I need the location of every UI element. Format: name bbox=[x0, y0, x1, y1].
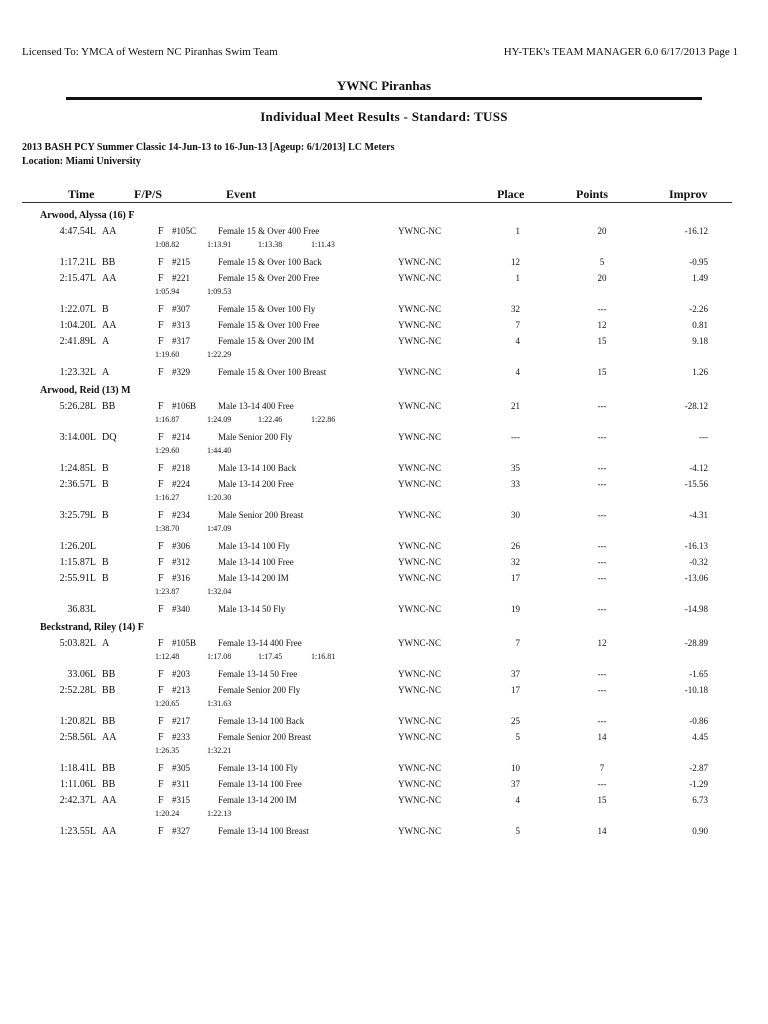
event-name: Male 13-14 100 Fly bbox=[218, 541, 290, 551]
team-code: YWNC-NC bbox=[398, 557, 441, 567]
event-number: #305 bbox=[172, 763, 190, 773]
result-fps: F bbox=[158, 401, 164, 412]
result-place: --- bbox=[511, 432, 520, 442]
result-place: 19 bbox=[511, 604, 520, 614]
event-number: #306 bbox=[172, 541, 190, 551]
time-standard: AA bbox=[102, 320, 117, 331]
column-header-event: Event bbox=[226, 187, 256, 201]
team-code: YWNC-NC bbox=[398, 541, 441, 551]
result-place: 32 bbox=[511, 557, 520, 567]
split-time: 1:26.35 bbox=[155, 746, 180, 755]
result-fps: F bbox=[158, 779, 164, 790]
result-time: 1:24.85L bbox=[59, 463, 96, 474]
split-time: 1:24.09 bbox=[207, 415, 232, 424]
result-place: 10 bbox=[511, 763, 520, 773]
event-number: #329 bbox=[172, 367, 190, 377]
split-time: 1:23.87 bbox=[155, 587, 180, 596]
team-code: YWNC-NC bbox=[398, 273, 441, 283]
result-improv: -28.12 bbox=[684, 401, 708, 411]
split-time: 1:20.30 bbox=[207, 493, 232, 502]
time-standard: BB bbox=[102, 716, 116, 727]
split-time: 1:08.82 bbox=[155, 240, 180, 249]
result-fps: F bbox=[158, 432, 164, 443]
result-points: --- bbox=[597, 541, 607, 551]
event-number: #340 bbox=[172, 604, 190, 614]
split-time: 1:20.65 bbox=[155, 699, 180, 708]
time-standard: B bbox=[102, 463, 109, 474]
split-time: 1:09.53 bbox=[207, 287, 232, 296]
result-fps: F bbox=[158, 638, 164, 649]
result-improv: 9.18 bbox=[692, 336, 708, 346]
split-time: 1:05.94 bbox=[155, 287, 180, 296]
result-place: 35 bbox=[511, 463, 520, 473]
split-time: 1:32.04 bbox=[207, 587, 232, 596]
result-improv: -15.56 bbox=[684, 479, 708, 489]
result-points: 14 bbox=[597, 732, 607, 742]
time-standard: A bbox=[102, 638, 110, 649]
event-name: Female 15 & Over 400 Free bbox=[218, 226, 320, 236]
event-number: #105B bbox=[172, 638, 197, 648]
team-code: YWNC-NC bbox=[398, 716, 441, 726]
result-place: 5 bbox=[515, 732, 520, 742]
split-time: 1:44.40 bbox=[207, 446, 232, 455]
split-time: 1:17.08 bbox=[207, 652, 232, 661]
time-standard: B bbox=[102, 557, 109, 568]
report-title: Individual Meet Results - Standard: TUSS bbox=[260, 109, 508, 124]
result-place: 21 bbox=[511, 401, 520, 411]
event-name: Female 13-14 400 Free bbox=[218, 638, 302, 648]
event-number: #221 bbox=[172, 273, 190, 283]
result-improv: -0.95 bbox=[689, 257, 708, 267]
result-time: 3:25.79L bbox=[59, 510, 96, 521]
split-time: 1:22.46 bbox=[258, 415, 283, 424]
result-improv: -1.65 bbox=[689, 669, 708, 679]
result-points: --- bbox=[597, 779, 607, 789]
result-points: 15 bbox=[597, 795, 607, 805]
result-fps: F bbox=[158, 320, 164, 331]
result-time: 3:14.00L bbox=[59, 432, 96, 443]
result-points: --- bbox=[597, 573, 607, 583]
time-standard: BB bbox=[102, 401, 116, 412]
event-number: #218 bbox=[172, 463, 190, 473]
result-fps: F bbox=[158, 226, 164, 237]
result-points: 12 bbox=[597, 320, 607, 330]
result-fps: F bbox=[158, 732, 164, 743]
split-time: 1:31.63 bbox=[207, 699, 232, 708]
result-time: 1:26.20L bbox=[59, 541, 96, 552]
result-fps: F bbox=[158, 826, 164, 837]
event-name: Female 13-14 100 Breast bbox=[218, 826, 309, 836]
result-improv: -1.29 bbox=[689, 779, 708, 789]
event-number: #313 bbox=[172, 320, 190, 330]
result-fps: F bbox=[158, 273, 164, 284]
time-standard: B bbox=[102, 573, 109, 584]
result-points: --- bbox=[597, 463, 607, 473]
result-improv: 0.81 bbox=[692, 320, 708, 330]
result-improv: -0.32 bbox=[689, 557, 708, 567]
team-code: YWNC-NC bbox=[398, 669, 441, 679]
team-code: YWNC-NC bbox=[398, 685, 441, 695]
result-time: 1:18.41L bbox=[59, 763, 96, 774]
result-improv: -13.06 bbox=[684, 573, 708, 583]
result-improv: --- bbox=[699, 432, 708, 442]
swimmer-name: Arwood, Alyssa (16) F bbox=[40, 210, 135, 221]
result-fps: F bbox=[158, 795, 164, 806]
event-name: Female 13-14 50 Free bbox=[218, 669, 298, 679]
split-time: 1:29.60 bbox=[155, 446, 180, 455]
split-time: 1:16.81 bbox=[311, 652, 336, 661]
event-number: #217 bbox=[172, 716, 190, 726]
result-points: --- bbox=[597, 510, 607, 520]
result-place: 4 bbox=[515, 367, 520, 377]
result-place: 37 bbox=[511, 669, 520, 679]
result-improv: -16.12 bbox=[684, 226, 708, 236]
result-points: --- bbox=[597, 604, 607, 614]
event-name: Female 13-14 100 Fly bbox=[218, 763, 298, 773]
team-code: YWNC-NC bbox=[398, 226, 441, 236]
event-name: Female 15 & Over 100 Fly bbox=[218, 304, 316, 314]
result-place: 7 bbox=[515, 638, 520, 648]
result-points: 20 bbox=[597, 273, 607, 283]
result-place: 1 bbox=[515, 226, 520, 236]
event-number: #312 bbox=[172, 557, 190, 567]
result-fps: F bbox=[158, 336, 164, 347]
result-fps: F bbox=[158, 763, 164, 774]
result-fps: F bbox=[158, 669, 164, 680]
result-points: --- bbox=[597, 432, 607, 442]
result-time: 2:36.57L bbox=[59, 479, 96, 490]
column-header-points: Points bbox=[576, 187, 609, 201]
event-name: Female Senior 200 Breast bbox=[218, 732, 312, 742]
time-standard: DQ bbox=[102, 432, 117, 443]
team-code: YWNC-NC bbox=[398, 826, 441, 836]
result-improv: -2.87 bbox=[689, 763, 708, 773]
result-time: 2:52.28L bbox=[59, 685, 96, 696]
event-name: Male 13-14 100 Free bbox=[218, 557, 294, 567]
team-code: YWNC-NC bbox=[398, 320, 441, 330]
split-time: 1:11.43 bbox=[311, 240, 335, 249]
result-improv: 6.73 bbox=[692, 795, 708, 805]
event-number: #234 bbox=[172, 510, 190, 520]
event-name: Male 13-14 100 Back bbox=[218, 463, 297, 473]
result-time: 5:03.82L bbox=[59, 638, 96, 649]
team-code: YWNC-NC bbox=[398, 510, 441, 520]
result-place: 26 bbox=[511, 541, 520, 551]
event-name: Female 13-14 100 Free bbox=[218, 779, 302, 789]
result-points: --- bbox=[597, 669, 607, 679]
result-time: 36.83L bbox=[67, 604, 96, 615]
result-fps: F bbox=[158, 510, 164, 521]
split-time: 1:22.13 bbox=[207, 809, 232, 818]
event-name: Female 15 & Over 100 Breast bbox=[218, 367, 327, 377]
result-time: 1:22.07L bbox=[59, 304, 96, 315]
split-time: 1:32.21 bbox=[207, 746, 232, 755]
time-standard: A bbox=[102, 336, 110, 347]
event-name: Female 15 & Over 200 Free bbox=[218, 273, 320, 283]
result-place: 12 bbox=[511, 257, 520, 267]
result-points: 7 bbox=[599, 763, 605, 773]
result-fps: F bbox=[158, 573, 164, 584]
result-place: 37 bbox=[511, 779, 520, 789]
split-time: 1:13.91 bbox=[207, 240, 232, 249]
result-fps: F bbox=[158, 257, 164, 268]
result-time: 1:23.32L bbox=[59, 367, 96, 378]
column-header-time: Time bbox=[68, 187, 95, 201]
column-header-place: Place bbox=[497, 187, 525, 201]
result-time: 1:20.82L bbox=[59, 716, 96, 727]
result-time: 1:17.21L bbox=[59, 257, 96, 268]
result-place: 5 bbox=[515, 826, 520, 836]
result-points: --- bbox=[597, 716, 607, 726]
result-place: 4 bbox=[515, 336, 520, 346]
time-standard: AA bbox=[102, 732, 117, 743]
split-time: 1:12.48 bbox=[155, 652, 180, 661]
result-improv: -28.89 bbox=[684, 638, 708, 648]
result-points: --- bbox=[597, 401, 607, 411]
time-standard: BB bbox=[102, 669, 116, 680]
time-standard: BB bbox=[102, 685, 116, 696]
event-number: #214 bbox=[172, 432, 190, 442]
column-header-fps: F/P/S bbox=[134, 187, 163, 201]
result-fps: F bbox=[158, 604, 164, 615]
event-name: Male 13-14 200 IM bbox=[218, 573, 289, 583]
result-time: 4:47.54L bbox=[59, 226, 96, 237]
time-standard: B bbox=[102, 479, 109, 490]
time-standard: BB bbox=[102, 763, 116, 774]
event-number: #311 bbox=[172, 779, 190, 789]
result-improv: -2.26 bbox=[689, 304, 708, 314]
team-code: YWNC-NC bbox=[398, 638, 441, 648]
split-time: 1:38.70 bbox=[155, 524, 180, 533]
team-code: YWNC-NC bbox=[398, 795, 441, 805]
split-time: 1:20.24 bbox=[155, 809, 180, 818]
team-code: YWNC-NC bbox=[398, 763, 441, 773]
result-improv: -4.12 bbox=[689, 463, 708, 473]
event-number: #316 bbox=[172, 573, 190, 583]
result-fps: F bbox=[158, 716, 164, 727]
swimmer-name: Beckstrand, Riley (14) F bbox=[40, 622, 144, 633]
team-code: YWNC-NC bbox=[398, 432, 441, 442]
result-time: 2:58.56L bbox=[59, 732, 96, 743]
result-improv: 1.49 bbox=[692, 273, 708, 283]
result-time: 2:55.91L bbox=[59, 573, 96, 584]
event-name: Male 13-14 50 Fly bbox=[218, 604, 286, 614]
result-place: 7 bbox=[515, 320, 520, 330]
event-name: Female 15 & Over 100 Back bbox=[218, 257, 322, 267]
result-points: 14 bbox=[597, 826, 607, 836]
license-text: Licensed To: YMCA of Western NC Piranhas Swim Team bbox=[22, 46, 278, 58]
result-points: 20 bbox=[597, 226, 607, 236]
result-points: 15 bbox=[597, 367, 607, 377]
split-time: 1:13.38 bbox=[258, 240, 283, 249]
result-improv: -14.98 bbox=[684, 604, 708, 614]
result-time: 1:23.55L bbox=[59, 826, 96, 837]
event-name: Male 13-14 400 Free bbox=[218, 401, 294, 411]
meet-info: 2013 BASH PCY Summer Classic 14-Jun-13 to 16-Jun-13 [Ageup: 6/1/2013] LC Meters bbox=[22, 142, 395, 153]
result-place: 4 bbox=[515, 795, 520, 805]
result-improv: -0.86 bbox=[689, 716, 708, 726]
result-fps: F bbox=[158, 479, 164, 490]
result-place: 1 bbox=[515, 273, 520, 283]
split-time: 1:17.45 bbox=[258, 652, 283, 661]
event-number: #233 bbox=[172, 732, 190, 742]
time-standard: BB bbox=[102, 257, 116, 268]
event-name: Female Senior 200 Fly bbox=[218, 685, 301, 695]
time-standard: AA bbox=[102, 826, 117, 837]
split-time: 1:22.29 bbox=[207, 350, 232, 359]
team-code: YWNC-NC bbox=[398, 573, 441, 583]
software-page-info: HY-TEK's TEAM MANAGER 6.0 6/17/2013 Page 1 bbox=[503, 46, 738, 58]
time-standard: B bbox=[102, 304, 109, 315]
result-improv: 0.90 bbox=[692, 826, 708, 836]
result-place: 30 bbox=[511, 510, 520, 520]
team-code: YWNC-NC bbox=[398, 779, 441, 789]
event-number: #315 bbox=[172, 795, 190, 805]
result-time: 5:26.28L bbox=[59, 401, 96, 412]
result-time: 2:41.89L bbox=[59, 336, 96, 347]
time-standard: AA bbox=[102, 273, 117, 284]
result-place: 25 bbox=[511, 716, 520, 726]
result-fps: F bbox=[158, 557, 164, 568]
team-code: YWNC-NC bbox=[398, 304, 441, 314]
team-code: YWNC-NC bbox=[398, 257, 441, 267]
result-time: 2:42.37L bbox=[59, 795, 96, 806]
split-time: 1:47.09 bbox=[207, 524, 232, 533]
result-time: 33.06L bbox=[67, 669, 96, 680]
team-code: YWNC-NC bbox=[398, 463, 441, 473]
result-time: 2:15.47L bbox=[59, 273, 96, 284]
event-number: #224 bbox=[172, 479, 190, 489]
result-improv: 1.26 bbox=[692, 367, 708, 377]
result-time: 1:15.87L bbox=[59, 557, 96, 568]
split-time: 1:16.27 bbox=[155, 493, 180, 502]
time-standard: A bbox=[102, 367, 110, 378]
team-code: YWNC-NC bbox=[398, 367, 441, 377]
result-time: 1:04.20L bbox=[59, 320, 96, 331]
event-name: Female 13-14 200 IM bbox=[218, 795, 297, 805]
event-number: #105C bbox=[172, 226, 197, 236]
time-standard: B bbox=[102, 510, 109, 521]
team-code: YWNC-NC bbox=[398, 401, 441, 411]
result-fps: F bbox=[158, 541, 164, 552]
result-points: --- bbox=[597, 685, 607, 695]
event-number: #215 bbox=[172, 257, 190, 267]
team-code: YWNC-NC bbox=[398, 732, 441, 742]
event-number: #317 bbox=[172, 336, 190, 346]
result-improv: -4.31 bbox=[689, 510, 708, 520]
meet-location: Location: Miami University bbox=[22, 156, 141, 167]
time-standard: BB bbox=[102, 779, 116, 790]
split-time: 1:19.60 bbox=[155, 350, 180, 359]
result-improv: -10.18 bbox=[684, 685, 708, 695]
event-name: Female 13-14 100 Back bbox=[218, 716, 305, 726]
result-place: 33 bbox=[511, 479, 520, 489]
column-header-improv: Improv bbox=[669, 187, 708, 201]
result-points: --- bbox=[597, 304, 607, 314]
result-fps: F bbox=[158, 304, 164, 315]
event-number: #203 bbox=[172, 669, 190, 679]
event-name: Female 15 & Over 100 Free bbox=[218, 320, 320, 330]
event-number: #106B bbox=[172, 401, 197, 411]
result-time: 1:11.06L bbox=[59, 779, 96, 790]
event-name: Female 15 & Over 200 IM bbox=[218, 336, 315, 346]
result-improv: 4.45 bbox=[692, 732, 708, 742]
time-standard: AA bbox=[102, 226, 117, 237]
result-fps: F bbox=[158, 367, 164, 378]
time-standard: AA bbox=[102, 795, 117, 806]
result-points: 5 bbox=[599, 257, 605, 267]
result-points: --- bbox=[597, 557, 607, 567]
result-place: 17 bbox=[511, 573, 520, 583]
result-points: 12 bbox=[597, 638, 607, 648]
event-name: Male 13-14 200 Free bbox=[218, 479, 294, 489]
split-time: 1:16.87 bbox=[155, 415, 180, 424]
team-code: YWNC-NC bbox=[398, 479, 441, 489]
result-fps: F bbox=[158, 463, 164, 474]
result-points: --- bbox=[597, 479, 607, 489]
split-time: 1:22.86 bbox=[311, 415, 336, 424]
team-code: YWNC-NC bbox=[398, 336, 441, 346]
result-improv: -16.13 bbox=[684, 541, 708, 551]
team-code: YWNC-NC bbox=[398, 604, 441, 614]
event-name: Male Senior 200 Fly bbox=[218, 432, 293, 442]
event-number: #327 bbox=[172, 826, 190, 836]
result-fps: F bbox=[158, 685, 164, 696]
result-points: 15 bbox=[597, 336, 607, 346]
team-title: YWNC Piranhas bbox=[336, 78, 432, 93]
result-place: 17 bbox=[511, 685, 520, 695]
event-name: Male Senior 200 Breast bbox=[218, 510, 304, 520]
event-number: #213 bbox=[172, 685, 190, 695]
swimmer-name: Arwood, Reid (13) M bbox=[40, 385, 131, 396]
event-number: #307 bbox=[172, 304, 190, 314]
result-place: 32 bbox=[511, 304, 520, 314]
